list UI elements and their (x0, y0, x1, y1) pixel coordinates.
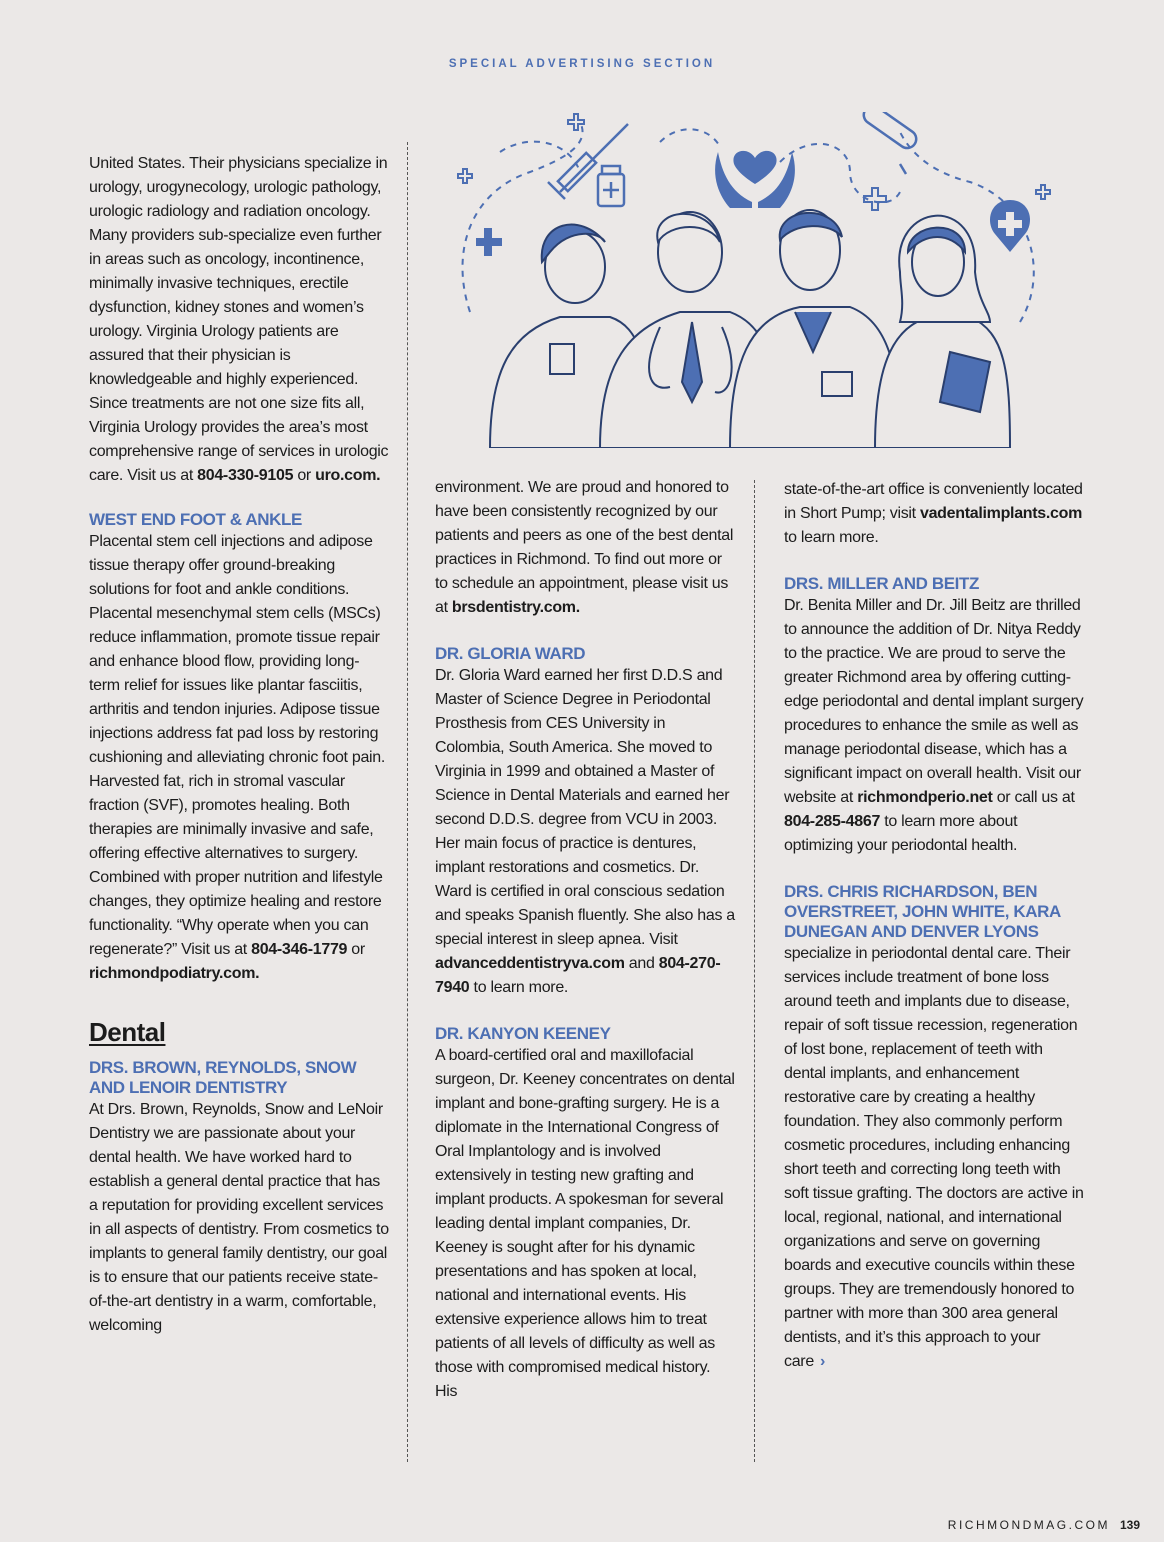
column-left (89, 152, 389, 1338)
ward-url: advanceddentistryva.com (435, 955, 625, 972)
chevron-right-icon: › (819, 1353, 825, 1370)
female-doctor-figure (875, 216, 1010, 448)
page-footer (948, 1518, 1140, 1532)
medical-team-illustration (430, 112, 1070, 448)
urology-url: uro.com. (315, 467, 381, 484)
westend-heading: WEST END FOOT & ANKLE (89, 510, 302, 529)
urology-phone: 804-330-9105 (197, 467, 294, 484)
column-divider-right (754, 480, 755, 1462)
richardson-paragraph: specialize in periodontal dental care. Their services include treatment of bone loss around teeth and implants due to disease, repair of soft tissue recession, regeneration of lost bone, replacement of teeth with dental implants, and enhancement restorative care by creating a healthy foundation. They also commonly perform cosmetic procedures, including enhancing short teeth and correcting long teeth with soft tissue grafting. The doctors are active in local, regional, national, and international organizations and serve on governing boards and executive councils within these groups. They are tremendously honored to partner with more than 300 area general dentists, and it’s this approach to your care › (784, 945, 1084, 1370)
brown-heading: DRS. BROWN, REYNOLDS, SNOW AND LENOIR DENTISTRY (89, 1058, 357, 1097)
ward-phone: 804-270-7940 (435, 955, 721, 996)
miller-url: richmondperio.net (857, 789, 993, 806)
column-middle (435, 476, 735, 1404)
brown-paragraph: At Drs. Brown, Reynolds, Snow and LeNoir Dentistry we are passionate about your dental health. We have worked hard to establish a general dental practice that has a reputation for providing excellent services in all aspects of dentistry. From cosmetics to implants to general family dentistry, our goal is to ensure that our patients receive state-of-the-art dentistry in a warm, comfortable, welcoming (89, 1101, 389, 1334)
plus-decorations (476, 228, 502, 256)
miller-paragraph: Dr. Benita Miller and Dr. Jill Beitz are thrilled to announce the addition of Dr. Nitya Reddy to the practice. We are proud to serve the greater Richmond area by offering cutting-edge periodontal and dental implant surgery procedures to enhance the smile as well as manage periodontal disease, which has a significant impact on overall health. Visit our website at richmondperio.net or call us at 804-285-4867 to learn more about optimizing your periodontal health. (784, 597, 1084, 854)
thermometer-icon (860, 112, 919, 174)
westend-paragraph: Placental stem cell injections and adipose tissue therapy offer ground-breaking solutions for foot and ankle conditions. Placental mesenchymal stem cells (MSCs) reduce inflammation, promote tissue repair and enhance blood flow, providing long-term relief for issues like plantar fasciitis, arthritis and tendon injuries. Adipose tissue injections address fat pad loss by restoring cushioning and alleviating chronic foot pain. Harvested fat, rich in stromal vascular fraction (SVF), promotes healing. Both therapies are minimally invasive and safe, offering effective alternatives to surgery. Combined with proper nutrition and lifestyle changes, they optimize healing and restore functionality. “Why operate when you can regenerate?” Visit us at 804-346-1779 or richmondpodiatry.com. (89, 533, 386, 982)
westend-phone: 804-346-1779 (251, 941, 348, 958)
urology-paragraph: United States. Their physicians specialize in urology, urogynecology, urologic pathology, urologic radiology and radiation oncology. Many providers sub-specialize even further in areas such as oncology, incontinence, minimally invasive techniques, erectile dysfunction, kidney stones and women’s urology. Virginia Urology patients are assured that their physician is knowledgeable and highly experienced. Since treatments are not one size fits all, Virginia Urology provides the area’s most comprehensive range of services in urologic care. Visit us at 804-330-9105 or uro.com. (89, 155, 389, 484)
keeney-url: vadentalimplants.com (919, 505, 1083, 522)
keeney-heading: DR. KANYON KEENEY (435, 1024, 611, 1043)
column-right (784, 478, 1084, 1374)
medicine-bottle-icon (598, 166, 624, 206)
ward-paragraph: Dr. Gloria Ward earned her first D.D.S and Master of Science Degree in Periodontal Prosthesis from CES University in Colombia, South America. She moved to Virginia in 1999 and obtained a Master of Science in Dental Materials and earned her second D.D.S. degree from VCU in 2003. Her main focus of practice is dentures, implant restorations and cosmetics. Dr. Ward is certified in oral conscious sedation and speaks Spanish fluently. She also has a special interest in sleep apnea. Visit advanceddentistryva.com and 804-270-7940 to learn more. (435, 667, 735, 996)
section-title-dental: Dental (89, 1017, 166, 1047)
brown-paragraph-continued: environment. We are proud and honored to have been consistently recognized by our patients and peers as one of the best dental practices in Richmond. To find out more or to schedule an appointment, please visit us at brsdentistry.com. (435, 479, 734, 616)
keeney-paragraph: A board-certified oral and maxillofacial surgeon, Dr. Keeney concentrates on dental implant and bone-grafting surgery. He is a diplomate in the International Congress of Oral Implantology and is involved extensively in testing new grafting and implant products. A spokesman for several leading dental implant companies, Dr. Keeney is sought after for his dynamic presentations and has spoken at local, national and international events. His extensive experience allows him to treat patients of all levels of difficulty as well as those with compromised medical history. His (435, 1047, 735, 1400)
footer-site: RICHMONDMAG.COM (947, 1518, 1110, 1532)
westend-url: richmondpodiatry.com. (89, 965, 260, 982)
syringe-icon (548, 124, 628, 199)
miller-phone: 804-285-4867 (784, 813, 881, 830)
richardson-heading: DRS. CHRIS RICHARDSON, BEN OVERSTREET, JOHN WHITE, KARA DUNEGAN AND DENVER LYONS (784, 882, 1061, 941)
section-header: SPECIAL ADVERTISING SECTION (448, 58, 716, 70)
ward-heading: DR. GLORIA WARD (435, 644, 586, 663)
brown-url: brsdentistry.com. (451, 599, 580, 616)
miller-heading: DRS. MILLER AND BEITZ (784, 574, 979, 593)
page-number: 139 (1119, 1518, 1140, 1532)
column-divider-left (407, 142, 408, 1462)
location-cross-icon (990, 200, 1030, 252)
keeney-paragraph-continued: state-of-the-art office is conveniently located in Short Pump; visit vadentalimplants.com to learn more. (784, 481, 1083, 546)
